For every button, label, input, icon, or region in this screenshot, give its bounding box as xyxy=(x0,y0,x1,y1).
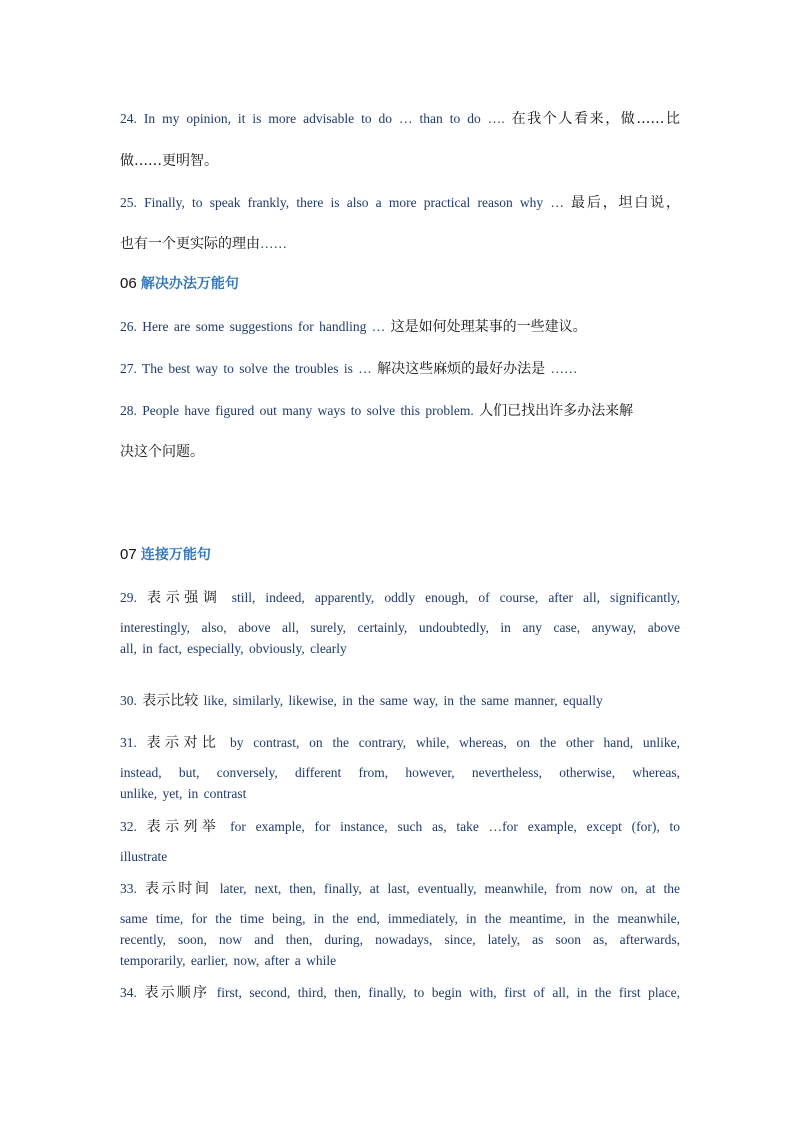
item-25-english: 25. Finally, to speak frankly, there is also a more practical reason why … xyxy=(120,195,572,210)
item-34-number: 34. xyxy=(120,985,145,1000)
item-33-category: 表示时间 xyxy=(144,881,212,897)
item-27-ellipsis: …… xyxy=(545,361,578,376)
item-29-number: 29. xyxy=(120,590,147,605)
item-24-line-2 xyxy=(120,150,680,172)
item-29-category: 表示强调 xyxy=(146,590,222,606)
item-31-words-cont: instead, but, conversely, different from, however, nevertheless, otherwise, whereas, xyxy=(120,765,680,780)
item-25-line-1 xyxy=(120,192,680,214)
item-32-words-end: illustrate xyxy=(120,849,168,864)
section-heading-07 xyxy=(120,544,211,566)
item-33-words-cont-2: recently, soon, now and then, during, nowadays, since, lately, as soon as, afterwards, xyxy=(120,932,680,947)
item-24-chinese: 在我个人看来，做……比 xyxy=(511,111,681,127)
item-31-words: by contrast, on the contrary, while, whereas, on the other hand, unlike, xyxy=(220,735,681,750)
item-34-line-1 xyxy=(120,982,680,1004)
item-29-line-3 xyxy=(120,638,680,659)
item-29-line-1 xyxy=(120,587,680,609)
item-30-words: like, similarly, likewise, in the same way, in the same manner, equally xyxy=(198,693,603,708)
item-25-ellipsis: …… xyxy=(260,236,287,251)
item-25-chinese-cont: 也有一个更实际的理由 xyxy=(120,236,260,252)
item-29-words-cont: interestingly, also, above all, surely, certainly, undoubtedly, in any case, anyway, above xyxy=(120,620,680,635)
item-31-category: 表示对比 xyxy=(146,735,221,751)
item-32-line-1 xyxy=(120,816,680,838)
item-33-words: later, next, then, finally, at last, eventually, meanwhile, from now on, at the xyxy=(211,881,681,896)
item-26-chinese: 这是如何处理某事的一些建议。 xyxy=(390,319,587,335)
item-28-line-2 xyxy=(120,441,680,463)
item-30-number: 30. xyxy=(120,693,143,708)
item-34-category: 表示顺序 xyxy=(144,985,210,1001)
item-33-line-1 xyxy=(120,878,680,900)
item-30-category: 表示比较 xyxy=(142,693,199,709)
item-28-chinese-cont: 决这个问题。 xyxy=(120,444,204,460)
item-31-line-2 xyxy=(120,762,680,783)
item-29-words-end: all, in fact, especially, obviously, clearly xyxy=(120,641,347,656)
item-29-words: still, indeed, apparently, oddly enough, of course, after all, significantly, xyxy=(221,590,681,605)
item-24-english: 24. In my opinion, it is more advisable to do … than to do …. xyxy=(120,111,512,126)
item-24-line-1 xyxy=(120,108,680,130)
item-27-chinese: 解决这些麻烦的最好办法是 xyxy=(377,361,546,377)
item-26-english: 26. Here are some suggestions for handling … xyxy=(120,319,391,334)
section-title: 连接万能句 xyxy=(140,547,211,563)
item-27-english: 27. The best way to solve the troubles is … xyxy=(120,361,378,376)
item-33-line-2 xyxy=(120,908,680,929)
item-28-line-1 xyxy=(120,400,680,422)
section-heading-06 xyxy=(120,273,239,295)
item-28-chinese: 人们已找出许多办法来解 xyxy=(479,403,634,419)
section-title: 解决办法万能句 xyxy=(140,276,239,292)
item-33-line-4 xyxy=(120,950,680,971)
item-27 xyxy=(120,358,680,380)
item-33-line-3 xyxy=(120,929,680,950)
item-29-line-2 xyxy=(120,617,680,638)
item-31-number: 31. xyxy=(120,735,147,750)
item-32-category: 表示列举 xyxy=(146,819,221,835)
item-32-number: 32. xyxy=(120,819,147,834)
item-26 xyxy=(120,316,680,338)
item-32-line-2 xyxy=(120,846,680,867)
item-34-words: first, second, third, then, finally, to begin with, first of all, in the first place, xyxy=(209,985,680,1000)
item-31-line-3 xyxy=(120,783,680,804)
item-30 xyxy=(120,690,680,712)
item-25-line-2 xyxy=(120,233,680,255)
item-31-line-1 xyxy=(120,732,680,754)
item-28-english: 28. People have figured out many ways to solve this problem. xyxy=(120,403,480,418)
item-32-words: for example, for instance, such as, take …for example, except (for), to xyxy=(220,819,681,834)
item-24-chinese-cont: 做……更明智。 xyxy=(120,153,218,169)
section-number: 06 xyxy=(120,275,141,292)
item-31-words-end: unlike, yet, in contrast xyxy=(120,786,247,801)
item-33-words-end: temporarily, earlier, now, after a while xyxy=(120,953,337,968)
item-25-chinese: 最后，坦白说， xyxy=(571,195,680,211)
item-33-words-cont: same time, for the time being, in the end, immediately, in the meantime, in the meanwhile, xyxy=(120,911,680,926)
item-33-number: 33. xyxy=(120,881,145,896)
section-number: 07 xyxy=(120,546,141,563)
